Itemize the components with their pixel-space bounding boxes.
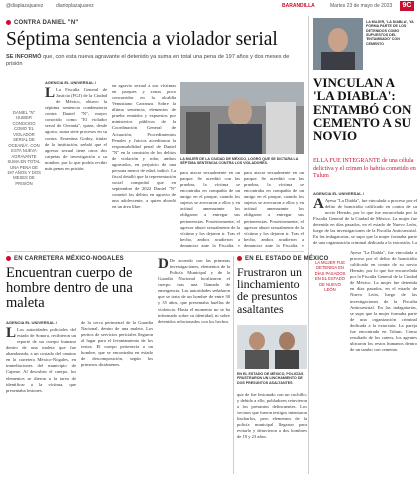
portrait-photo — [313, 18, 363, 70]
maleta-drop-cap: L — [6, 327, 17, 341]
story-divider — [233, 256, 234, 474]
maleta-column-3-text: De acuerdo con las primeras investigaciones, elementos de la Policía Municipal y de la Guardia Nacional localizaron el cuerpo tras una llamada de emergencia. Las autoridades señalaron que se trata de un hombre de entre 30 y 35 años, que presentaba huellas de violencia. Hasta el momento no se ha informado sobre su identidad, ni sobre detenidos relacionados con los hechos. — [158, 258, 230, 324]
lead-column-1-text: La Fiscalía General de Justicia (FGJ) de la Ciudad de México, obtuvo la séptima sentencia condenatoria contra Daniel "N", mayor conocido como "El violador serial de Oceanía", quien, desde agosto, suma siete procesos en su contra. Ernestina Godoy, titular de la institución, señaló que el agresor sexual tiene otros dos carpetas de investigación a su nombre, por lo que podría recibir más penas en prisión. — [45, 87, 107, 171]
maleta-kicker — [6, 256, 124, 262]
bullet-icon — [237, 256, 242, 261]
maleta-column-3 — [158, 258, 230, 475]
social-handle-1[interactable]: @diaplazajuarez — [6, 3, 44, 9]
top-bar — [0, 0, 420, 12]
linchamiento-column-1: que de fue lesionado con un cuchillo; y debido a ello, pobladores retuvieron a los presuntos delincuentes. Los vecinos que fueron testigos intentaron lincharlos, pero elementos de la policía municipal llegaron para evitarlo y detuvieron a dos hombres de 19 y 23 años. — [237, 392, 307, 440]
linchamiento-kicker-text: EN EL ESTADO DE MÉXICO — [245, 256, 329, 262]
maleta-byline: AGENCIA EL UNIVERSAL / — [6, 320, 57, 325]
lead-column-4: para atacar sexualmente en un parque. Se acreditó con las pruebas, la víctima se encontraba en compañía de un amigo en el parque, cuando los sujetos se acercaron a ellos y en actitud amenazante los obligaron a entregar sus pertenencias. Posteriormente, el agresor abusó sexualmente de la víctima y los dejaron ir. Tras el hecho, ambos acudieron a denunciar ante la Fiscalía, y — [244, 170, 304, 247]
section-divider — [6, 251, 304, 252]
right-photo-caption: LA MUJER, 'LA DIABLA', YA FORMA PARTE DE LOS DETENIDOS COMO SUPUESTOS DEL 'ENTAMBADO' CON CEMENTO — [366, 20, 414, 46]
maleta-column-1 — [6, 327, 76, 475]
maleta-kicker-text: EN CARRETERA MÉXICO-NOGALES — [14, 256, 124, 262]
newspaper-logo: 9C — [400, 1, 414, 11]
right-pull-quote: LA MUJER FUE DETENIDA EN DÍAS PASADOS EN EL ESTADO DE NUEVO LEÓN — [314, 260, 346, 293]
right-body-column: Ayesa "La Diabla", fue vinculada a proceso por el delito de homicidio calificado en contra de su novio Hernán, por lo que fue encarcelada por la Fiscalía General de la Ciudad de México. La mujer fue detenida en días pasados, en el estado de Nuevo León, luego de las investigaciones de la Fiscalía Anticuestrial. En las indagatorias, se supo que la mujer formaba parte de una organización criminal dedicada a la extorsión. La pareja fue encontrada en Tulum. Como resultado de los cateos, los agentes ubicaron los restos humanos dentro de un tambo con cemento. — [350, 250, 417, 352]
right-body-top-text: Ayesa "La Diabla", fue vinculada a proceso por el delito de homicidio calificado en contra de su novio Hernán, por lo que fue encarcelada por la Fiscalía General de la Ciudad de México. La mujer fue detenida en días pasados, en el estado de Nuevo León, luego de las investigaciones de la Fiscalía Anticuestrial. En las indagatorias, se supo que la mujer formaba parte de una organización criminal dedicada a la extorsión. La — [313, 198, 417, 246]
right-photo-1[interactable] — [313, 18, 363, 70]
lead-pull-quote: DANIEL "N" HUBIER CONOCIDO COMO 'EL VIOLADOR SERIAL DE OCEANÍA'. CON ESTA NUEVA AGRAVANTE SUMA EN TOTAL UNA PENA DE 197 AÑOS Y DOS MESES DE PRISIÓN — [7, 110, 41, 186]
lead-photo-caption: LA MUJER DE LA CIUDAD DE MÉXICO, LOGRÓ QUE SE DICTARA LA SÉPTIMA SENTENCIA CONTRA LOS VIOLADORES. — [180, 157, 299, 166]
linchamiento-kicker — [237, 256, 329, 262]
social-handle-2[interactable]: diarioplazajuarez — [56, 3, 94, 9]
maleta-headline: Encuentran cuerpo de hombre dentro de una maleta — [6, 265, 133, 311]
photo-illustration — [180, 82, 304, 154]
bullet-icon — [6, 256, 11, 261]
right-body-top — [313, 198, 417, 248]
lead-kicker — [6, 20, 78, 26]
lead-column-2: en agravio sexual a sus víctimas en parques y zonas poco concurridas en la alcaldía Venustiano Carranza. Sobre la última sentencia, elementos de prueba reunidos y expuestos por ministerios públicos de la Coordinación General de Actuación, Procedimientos Penales y Juicios acreditaron la responsabilidad penal de Daniel "N" en la comisión de los delitos de violación y robo, ambos agravados, en perjuicio de una persona menor de edad, indicó. La fiscal detalló que la representación social comprobó que en septiembre de 2022 Daniel "N" cometió los delitos en agravio de una adolescente, a quien abordó en un área libre. — [112, 83, 176, 210]
linchamiento-headline: Frustraron un linchamiento de presuntos asaltantes — [237, 265, 302, 316]
lead-headline: Séptima sentencia a violador serial — [6, 29, 278, 50]
lead-kicker-text: CONTRA DANIEL "N" — [14, 20, 79, 26]
lead-column-1 — [45, 87, 107, 247]
column-divider — [308, 16, 309, 474]
drop-cap: L — [45, 87, 56, 101]
right-dek: ELLA FUE INTEGRANTE de una célula delictiva y el crimen lo habría cometido en Tulum — [313, 158, 416, 179]
lead-photo[interactable] — [180, 82, 304, 154]
right-byline: AGENCIA EL UNIVERSAL / — [313, 191, 364, 196]
bullet-icon — [6, 20, 11, 25]
lead-byline: AGENCIA EL UNIVERSAL / — [45, 80, 96, 85]
lead-dek-text: que, con esta nueva agravante el detenido ya suma en total una pena de 197 años y dos meses de prisión — [6, 54, 290, 67]
maleta-drop-cap-2: D — [158, 258, 169, 272]
linchamiento-photo[interactable] — [237, 325, 307, 369]
right-drop-cap: A — [313, 198, 324, 212]
linchamiento-photo-caption: EN EL ESTADO DE MÉXICO, POLICÍAS FRUSTRARON UN LINCHAMIENTO DE DOS PRESUNTOS ASALTANTES — [237, 372, 304, 385]
issue-date: Martes 23 de mayo de 2023 — [330, 3, 393, 9]
section-label: BARANDILLA — [282, 3, 315, 9]
mugshot-photo — [237, 325, 307, 369]
lead-dek — [6, 54, 296, 68]
maleta-column-2: de la cerca perimetral de la Guardia Nacional, dentro de una maleta. Los peritos de servicios periciales llegaron al lugar para el levantamiento de los restos. El cuerpo pertenecía a un hombre, que se encontraba en estado de descomposición, según los primeros dictámenes. — [81, 320, 153, 368]
right-headline: VINCULAN A 'LA DIABLA': ENTAMBÓ CON CEMENTO A SU NOVIO — [313, 75, 412, 143]
lead-column-3: para atacar sexualmente en un parque. Se acreditó con las pruebas, la víctima se encontraba en compañía de un amigo en el parque, cuando los sujetos se acercaron a ellos y en actitud amenazante los obligaron a entregar sus pertenencias. Posteriormente, el agresor abusó sexualmente de la víctima y los dejaron ir. Tras el hecho, ambos acudieron a denunciar ante la Fiscalía, y — [180, 170, 240, 247]
lead-dek-lead: SE INFORMÓ — [6, 54, 42, 60]
maleta-column-1-text: Los autoridades policiales del estado de Sonora, recibieron un reporte de un cuerpo humano dentro de una maleta que fue abandonada, a un costado del camino en la carretera México-Nogales, en inmediaciones del municipio de Cajeme. Al descubrir el cuerpo, los elementos se dieron a la tarea de identificar a la víctima, que presentaba lesiones. — [6, 327, 76, 393]
